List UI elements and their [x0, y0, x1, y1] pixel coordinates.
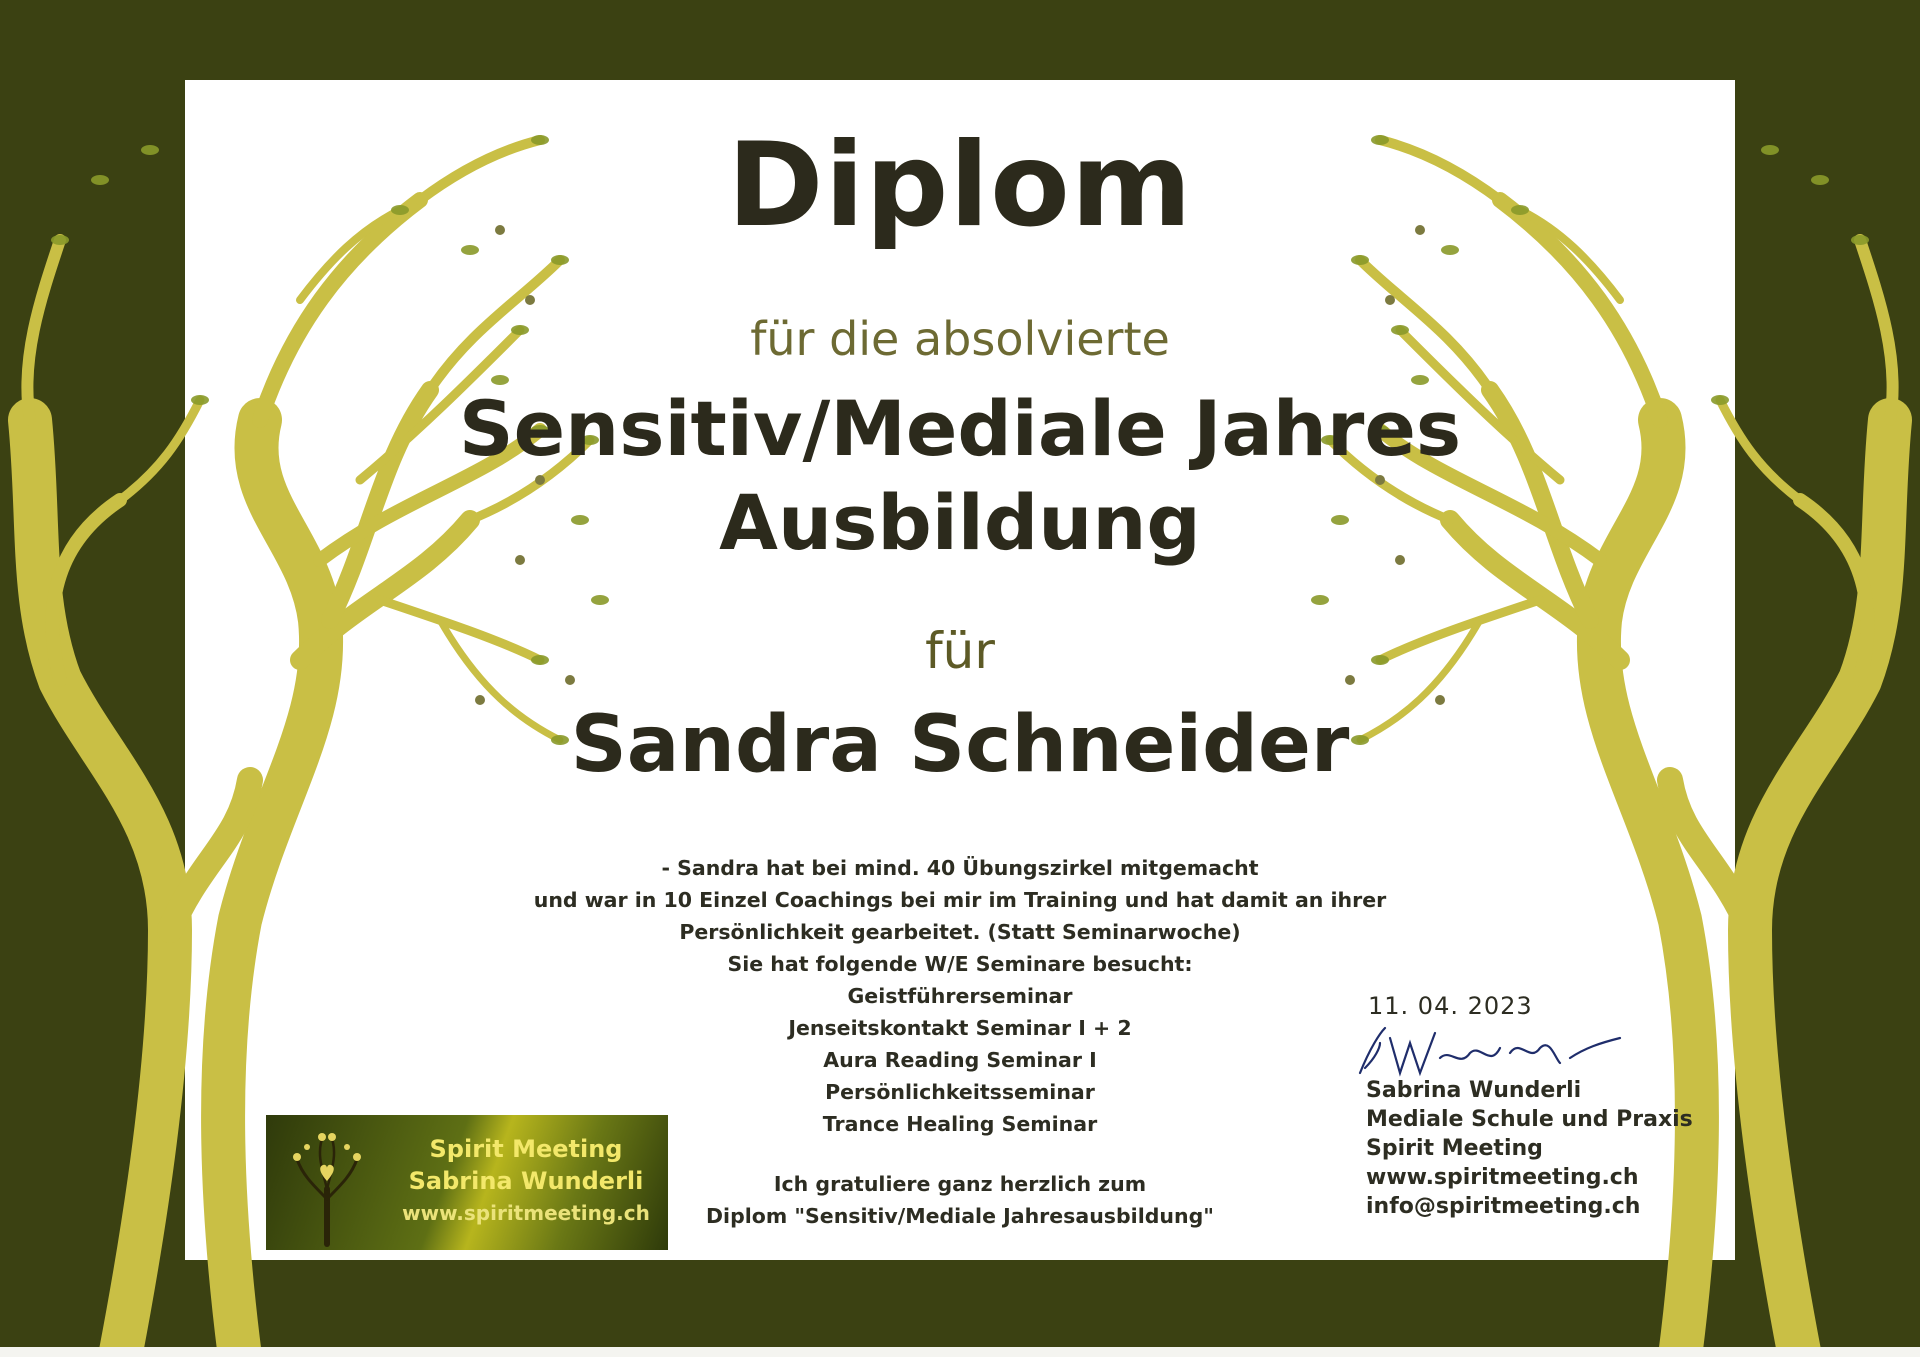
- diploma-subtitle: für die absolvierte: [750, 312, 1170, 366]
- congratulation-line: Diplom "Sensitiv/Mediale Jahresausbildung": [706, 1204, 1214, 1228]
- course-title-line: Ausbildung: [719, 478, 1201, 567]
- diploma-title: Diplom: [727, 118, 1193, 253]
- body-line: - Sandra hat bei mind. 40 Übungszirkel mitgemacht: [661, 856, 1259, 880]
- body-line: Sie hat folgende W/E Seminare besucht:: [727, 952, 1193, 976]
- signatory-name: Sabrina Wunderli: [1366, 1078, 1582, 1103]
- seminar-item: Jenseitskontakt Seminar I + 2: [788, 1016, 1132, 1040]
- signatory-website: www.spiritmeeting.ch: [1366, 1165, 1639, 1190]
- logo-url: www.spiritmeeting.ch: [402, 1201, 650, 1225]
- signature-block: [1366, 1076, 1693, 1221]
- spirit-meeting-logo: [266, 1115, 668, 1250]
- for-label: für: [925, 622, 995, 680]
- signatory-email: info@spiritmeeting.ch: [1366, 1194, 1641, 1219]
- logo-owner: Sabrina Wunderli: [408, 1167, 644, 1195]
- logo-tree-icon: [272, 1119, 382, 1247]
- body-line: Persönlichkeit gearbeitet. (Statt Seminarwoche): [679, 920, 1241, 944]
- logo-title: Spirit Meeting: [429, 1135, 623, 1163]
- seminar-item: Geistführerseminar: [847, 984, 1073, 1008]
- body-line: und war in 10 Einzel Coachings bei mir im Training und hat damit an ihrer: [533, 888, 1387, 912]
- course-title-line: Sensitiv/Mediale Jahres: [458, 384, 1462, 473]
- signatory-org: Spirit Meeting: [1366, 1136, 1543, 1161]
- logo-text: [386, 1133, 666, 1229]
- seminar-item: Trance Healing Seminar: [822, 1112, 1098, 1136]
- seminar-item: Aura Reading Seminar I: [823, 1048, 1097, 1072]
- recipient-name: Sandra Schneider: [570, 700, 1350, 790]
- congratulation-line: Ich gratuliere ganz herzlich zum: [773, 1172, 1147, 1196]
- signatory-school: Mediale Schule und Praxis: [1366, 1107, 1693, 1132]
- signature-date: 11. 04. 2023: [1368, 992, 1533, 1020]
- course-title: [0, 382, 1920, 570]
- seminar-item: Persönlichkeitsseminar: [825, 1080, 1095, 1104]
- scan-edge: [0, 1347, 1920, 1357]
